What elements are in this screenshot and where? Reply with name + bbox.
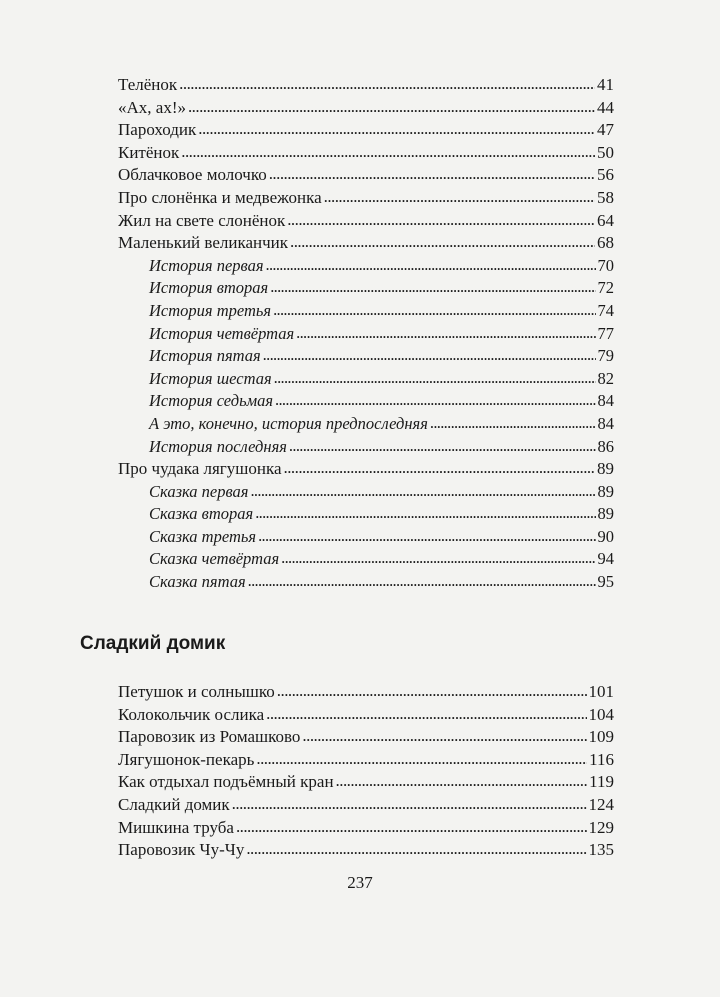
toc-entry-title: Сказка третья xyxy=(149,526,257,546)
dot-leader xyxy=(290,231,595,254)
toc-entry-page: 90 xyxy=(597,526,614,546)
toc-entry xyxy=(118,839,614,862)
dot-leader xyxy=(284,457,595,480)
toc-entry-page: 64 xyxy=(597,210,614,230)
toc-entry-title: История первая xyxy=(149,255,264,275)
toc-subentry xyxy=(118,526,614,549)
dot-leader xyxy=(324,186,595,209)
toc-entry xyxy=(118,119,614,142)
toc-subentry xyxy=(118,413,614,436)
toc-entry-title: Сказка четвёртая xyxy=(149,549,280,569)
toc-entry-page: 84 xyxy=(597,413,614,433)
toc-entry-title: Петушок и солнышко xyxy=(118,682,275,701)
dot-leader xyxy=(179,73,595,96)
toc-entry-page: 72 xyxy=(597,278,614,298)
dot-leader xyxy=(275,389,595,412)
toc-entry xyxy=(118,187,614,210)
toc-entry-title: Облачковое молочко xyxy=(118,165,267,185)
toc-entry-page: 74 xyxy=(597,300,614,320)
dot-leader xyxy=(266,703,586,726)
toc-entry-title: Паровозик из Ромашково xyxy=(118,727,301,747)
toc-subentry xyxy=(118,368,614,391)
dot-leader xyxy=(263,344,596,367)
toc-subentry xyxy=(118,503,614,526)
toc-entry-title: История седьмая xyxy=(149,391,274,411)
toc-entry-page: 47 xyxy=(597,120,614,140)
toc-entry-page: 101 xyxy=(588,682,614,701)
toc-entry-page: 124 xyxy=(588,794,614,814)
dot-leader xyxy=(236,816,587,839)
toc-entry-page: 70 xyxy=(597,255,614,275)
toc-entry xyxy=(118,232,614,255)
dot-leader xyxy=(269,163,595,186)
toc-entry xyxy=(118,142,614,165)
toc-subentry xyxy=(118,345,614,368)
toc-entry-title: Сказка вторая xyxy=(149,504,254,524)
toc-entry-title: История вторая xyxy=(149,278,269,298)
toc-entry-page: 89 xyxy=(597,504,614,524)
toc-entry-title: Сказка первая xyxy=(149,481,249,501)
dot-leader xyxy=(232,793,587,816)
toc-entry xyxy=(118,726,614,749)
dot-leader xyxy=(266,254,596,277)
toc-entry-page: 50 xyxy=(597,142,614,162)
dot-leader xyxy=(258,525,595,548)
toc-entry-page: 41 xyxy=(597,75,614,94)
toc-entry xyxy=(118,681,614,704)
toc-entry-title: Паровозик Чу-Чу xyxy=(118,840,245,860)
toc-entry xyxy=(118,458,614,481)
toc-entry-title: А это, конечно, история предпоследняя xyxy=(149,413,428,433)
toc-entry-title: История третья xyxy=(149,300,272,320)
toc-entry-title: Сладкий домик xyxy=(118,794,230,814)
toc-entry-page: 44 xyxy=(597,97,614,117)
toc-entry-title: Лягушонок-пекарь xyxy=(118,749,255,769)
toc-entry-page: 95 xyxy=(597,572,614,592)
toc-entry xyxy=(118,74,614,97)
toc-subentry xyxy=(118,548,614,571)
toc-list-section-2 xyxy=(118,681,614,862)
toc-entry-title: Как отдыхал подъёмный кран xyxy=(118,772,334,792)
toc-entry-page: 135 xyxy=(588,840,614,860)
toc-entry-title: История последняя xyxy=(149,436,287,456)
dot-leader xyxy=(256,748,587,771)
dot-leader xyxy=(273,299,595,322)
toc-entry-page: 68 xyxy=(597,233,614,253)
toc-entry-title: История четвёртая xyxy=(149,323,295,343)
toc-entry-page: 104 xyxy=(588,704,614,724)
toc-subentry xyxy=(118,436,614,459)
dot-leader xyxy=(250,480,595,503)
toc-entry-title: «Ах, ах!» xyxy=(118,97,186,117)
toc-entry xyxy=(118,749,614,772)
toc-entry-title: Мишкина труба xyxy=(118,817,234,837)
toc-entry xyxy=(118,794,614,817)
section-heading: Сладкий домик xyxy=(80,633,226,654)
toc-entry-page: 84 xyxy=(597,391,614,411)
dot-leader xyxy=(188,96,595,119)
toc-entry-title: Сказка пятая xyxy=(149,572,246,592)
toc-entry-page: 89 xyxy=(597,459,614,479)
toc-list-section-1 xyxy=(118,74,614,594)
dot-leader xyxy=(248,570,596,593)
toc-entry-page: 86 xyxy=(597,436,614,456)
toc-entry-page: 58 xyxy=(597,187,614,207)
toc-entry-title: Маленький великанчик xyxy=(118,233,288,253)
dot-leader xyxy=(302,725,586,748)
dot-leader xyxy=(296,322,595,345)
toc-entry-page: 94 xyxy=(597,549,614,569)
dot-leader xyxy=(181,141,595,164)
toc-subentry xyxy=(118,481,614,504)
toc-subentry xyxy=(118,571,614,594)
dot-leader xyxy=(289,435,596,458)
toc-entry-title: Жил на свете слонёнок xyxy=(118,210,286,230)
toc-entry-title: Колокольчик ослика xyxy=(118,704,265,724)
toc-entry-title: Телёнок xyxy=(118,75,178,94)
toc-entry-page: 77 xyxy=(597,323,614,343)
toc-entry xyxy=(118,771,614,794)
dot-leader xyxy=(281,547,595,570)
toc-subentry xyxy=(118,390,614,413)
toc-entry xyxy=(118,704,614,727)
toc-subentry xyxy=(118,300,614,323)
dot-leader xyxy=(430,412,596,435)
page-number: 237 xyxy=(347,873,373,892)
toc-entry-page: 129 xyxy=(588,817,614,837)
toc-entry xyxy=(118,817,614,840)
toc-entry xyxy=(118,164,614,187)
toc-subentry xyxy=(118,323,614,346)
toc-entry-title: Китёнок xyxy=(118,142,180,162)
dot-leader xyxy=(287,209,595,232)
dot-leader xyxy=(277,680,587,703)
toc-subentry xyxy=(118,277,614,300)
dot-leader xyxy=(198,118,595,141)
dot-leader xyxy=(274,367,596,390)
dot-leader xyxy=(246,838,586,861)
dot-leader xyxy=(255,502,595,525)
toc-entry-page: 79 xyxy=(597,346,614,366)
toc-entry xyxy=(118,97,614,120)
toc-entry-page: 89 xyxy=(597,481,614,501)
toc-entry-title: Пароходик xyxy=(118,120,197,140)
toc-entry-page: 109 xyxy=(588,727,614,747)
toc-entry-page: 56 xyxy=(597,165,614,185)
toc-entry-title: История шестая xyxy=(149,368,272,388)
dot-leader xyxy=(336,770,588,793)
toc-entry-title: Про чудака лягушонка xyxy=(118,459,282,479)
toc-entry-page: 119 xyxy=(589,772,614,792)
toc-entry-page: 116 xyxy=(589,749,614,769)
toc-entry xyxy=(118,210,614,233)
toc-subentry xyxy=(118,255,614,278)
dot-leader xyxy=(270,276,595,299)
toc-entry-title: История пятая xyxy=(149,346,261,366)
toc-entry-title: Про слонёнка и медвежонка xyxy=(118,187,322,207)
toc-entry-page: 82 xyxy=(597,368,614,388)
